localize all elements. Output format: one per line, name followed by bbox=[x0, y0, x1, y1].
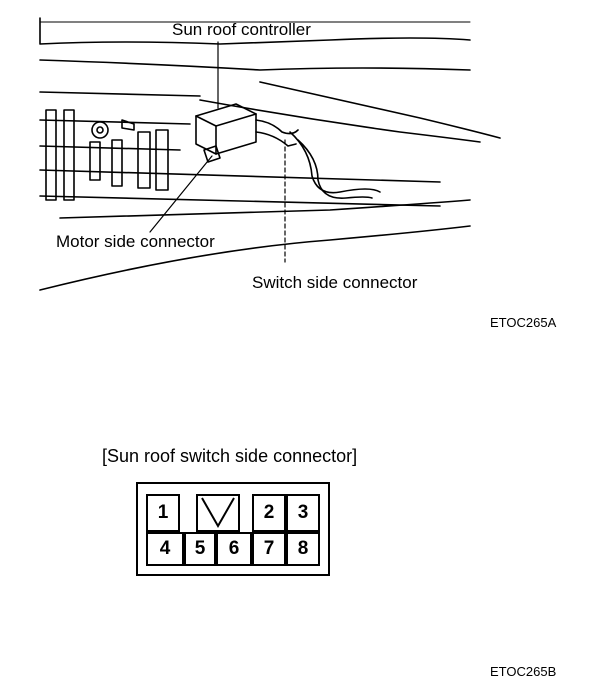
switch-connector-callout: Switch side connector bbox=[252, 273, 418, 292]
pin-7: 7 bbox=[252, 532, 286, 566]
frame-bar-1 bbox=[40, 92, 200, 96]
bracket-slot-1 bbox=[46, 110, 56, 200]
motor-connector-leader bbox=[150, 156, 212, 232]
mount-bolt bbox=[92, 122, 108, 138]
roof-panel-edge-2 bbox=[40, 60, 470, 70]
bracket-slot-2 bbox=[64, 110, 74, 200]
wire-harness bbox=[256, 120, 298, 134]
connector-title: [Sun roof switch side connector] bbox=[102, 446, 358, 466]
key-triangle-icon bbox=[198, 496, 238, 530]
bracket-slot-6 bbox=[156, 130, 168, 190]
bracket-slot-5 bbox=[138, 132, 150, 188]
frame-bar-5 bbox=[40, 196, 440, 206]
pin-6: 6 bbox=[216, 532, 252, 566]
figure-code-bottom: ETOC265B bbox=[490, 664, 557, 679]
pin-2: 2 bbox=[252, 494, 286, 532]
pin-4: 4 bbox=[146, 532, 184, 566]
motor-connector-callout: Motor side connector bbox=[56, 232, 215, 251]
controller-box bbox=[196, 104, 256, 154]
pin-1: 1 bbox=[146, 494, 180, 532]
controller-installation-drawing bbox=[0, 0, 608, 300]
frame-bar-2 bbox=[40, 120, 190, 124]
connector-key-slot bbox=[196, 494, 240, 532]
bracket-slot-4 bbox=[112, 140, 122, 186]
pin-5: 5 bbox=[184, 532, 216, 566]
controller-callout: Sun roof controller bbox=[172, 20, 311, 39]
frame-bar-3 bbox=[40, 146, 180, 150]
pin-3: 3 bbox=[286, 494, 320, 532]
figure-code-top: ETOC265A bbox=[490, 315, 557, 330]
frame-bar-6 bbox=[60, 200, 470, 218]
pin-8: 8 bbox=[286, 532, 320, 566]
